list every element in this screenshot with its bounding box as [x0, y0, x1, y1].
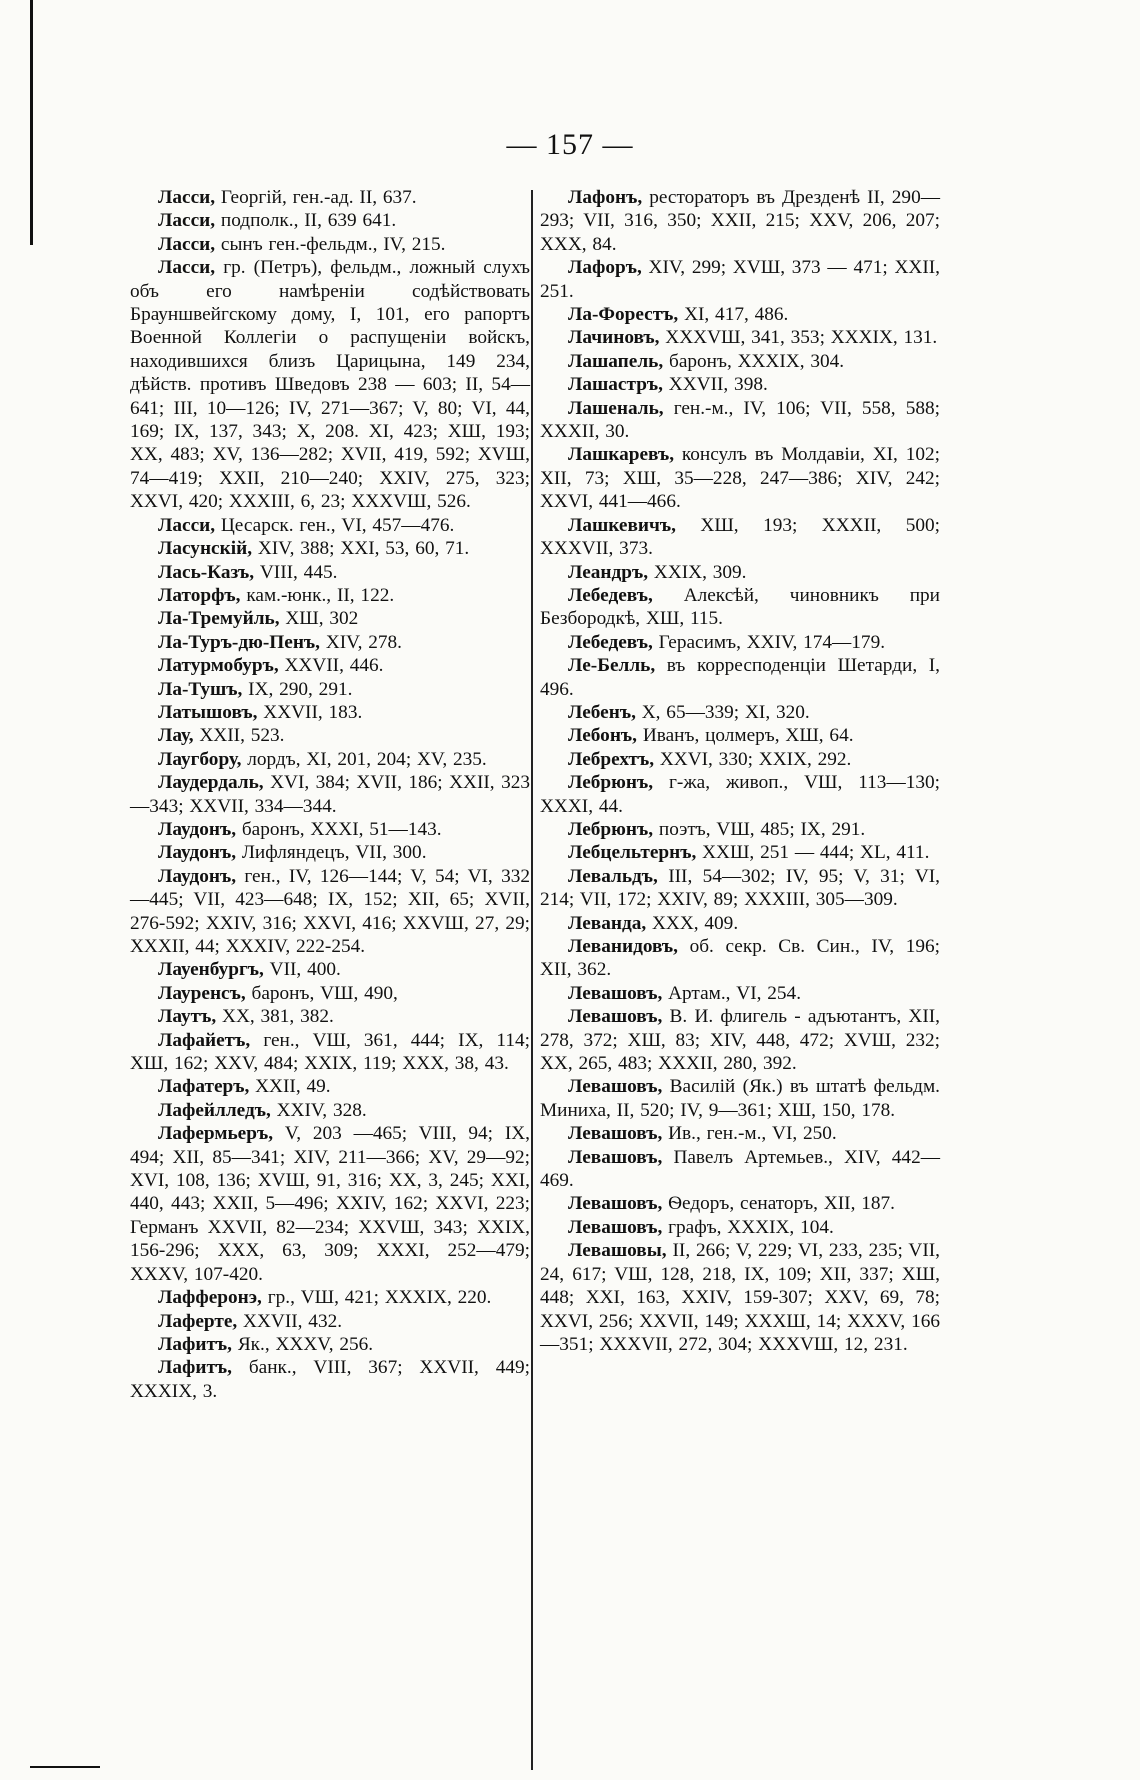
- entry-headword: Лафермьеръ,: [158, 1123, 274, 1145]
- entry-headword: Лафоръ,: [568, 257, 642, 279]
- entry-headword: Лебрехтъ,: [568, 748, 655, 770]
- entry-headword: Леванидовъ,: [568, 936, 678, 957]
- entry-references: XXVII, 183.: [257, 701, 363, 723]
- entry-headword: Лафатеръ,: [158, 1076, 250, 1098]
- index-entry: [130, 186, 530, 209]
- index-entry: [540, 654, 940, 701]
- index-entry: [540, 982, 940, 1005]
- entry-references: сынъ ген.-фельдм., IV, 215.: [215, 233, 446, 255]
- entry-headword: Лачиновъ,: [568, 327, 660, 349]
- entry-headword: Лась-Казъ,: [158, 561, 255, 583]
- index-entry: [130, 841, 530, 864]
- entry-references: гр. (Петръ), фельдм., ложный слухъ объ его намѣреніи содѣйствовать Брауншвейгскому дому, I, 101, его рапортъ Военной Коллегіи о распущеніи войскъ, находившихся близъ Царицына, 149 234, дѣйств. противъ Шведовъ 238 — 603; II, 54—641; III, 10—126; IV, 271—367; V, 80; VI, 44, 169; IX, 137, 343; X, 208. XI, 423; ХШ, 193; XX, 483; XV, 136—282; XVII, 419, 592; ХVШ, 74—419; XXII, 210—240; XXIV, 275, 323; XXVI, 420; XXXIII, 6, 23; XXXVШ, 526.: [130, 257, 530, 513]
- entry-references: Цесарск. ген., VI, 457—476.: [215, 514, 455, 536]
- index-entry: [540, 326, 940, 349]
- entry-headword: Ласунскій,: [158, 538, 253, 560]
- index-entry: [130, 561, 530, 584]
- index-entry: [540, 303, 940, 326]
- entry-references: Алексѣй, чиновникъ при Безбородкѣ, ХШ, 115.: [540, 584, 940, 630]
- entry-headword: Ла-Тремуйль,: [158, 608, 280, 630]
- entry-headword: Лауенбургъ,: [158, 959, 264, 981]
- index-entry: [130, 865, 530, 959]
- entry-headword: Лаферте,: [158, 1310, 238, 1332]
- entry-headword: Леванда,: [568, 912, 647, 934]
- entry-references: Лифляндецъ, VII, 300.: [236, 842, 427, 864]
- index-entry: [540, 771, 940, 818]
- index-entry: [540, 631, 940, 654]
- index-entry: [130, 537, 530, 560]
- index-entry: [540, 818, 940, 841]
- entry-headword: Лафитъ,: [158, 1357, 232, 1379]
- index-entry: [130, 654, 530, 677]
- index-entry: [130, 771, 530, 818]
- entry-references: подполк., II, 639 641.: [215, 210, 397, 232]
- index-entry: [130, 748, 530, 771]
- index-entry: [540, 865, 940, 912]
- entry-headword: Левашовъ,: [568, 1193, 663, 1215]
- entry-headword: Лашеналь,: [568, 397, 664, 419]
- entry-headword: Лаутъ,: [158, 1006, 217, 1028]
- entry-headword: Латорфъ,: [158, 584, 241, 606]
- entry-references: ХШ, 193; XXXII, 500; XXXVII, 373.: [540, 514, 940, 560]
- index-entry: [130, 982, 530, 1005]
- index-entry: [540, 841, 940, 864]
- entry-references: В. И. флигель - адъютантъ, XII, 278, 372; ХШ, 83; XIV, 448, 472; XVШ, 232; XX, 265, 483; XXXII, 280, 392.: [540, 1006, 940, 1075]
- index-entry: [130, 1029, 530, 1076]
- index-entry: [540, 1146, 940, 1193]
- entry-headword: Леандръ,: [568, 561, 649, 583]
- entry-references: ген.-м., IV, 106; VII, 558, 588; XXXII, 30.: [540, 397, 940, 443]
- index-entry: [130, 701, 530, 724]
- right-column: [540, 186, 940, 1356]
- index-entry: [130, 818, 530, 841]
- entry-references: лордъ, XI, 201, 204; XV, 235.: [241, 748, 487, 770]
- entry-references: XIV, 299; XVШ, 373 — 471; XXII, 251.: [540, 257, 940, 302]
- index-entry: [130, 1356, 530, 1403]
- entry-references: об. секр. Св. Син., IV, 196; XII, 362.: [540, 936, 940, 981]
- entry-headword: Ла-Форестъ,: [568, 304, 679, 326]
- index-entry: [540, 514, 940, 561]
- entry-references: VII, 400.: [263, 959, 341, 981]
- entry-references: XXVI, 330; XXIX, 292.: [654, 748, 852, 770]
- index-entry: [540, 561, 940, 584]
- entry-references: XI, 417, 486.: [678, 304, 789, 326]
- entry-headword: Лафайетъ,: [158, 1029, 251, 1051]
- index-entry: [540, 350, 940, 373]
- entry-references: Павелъ Артемьев., XIV, 442—469.: [540, 1146, 940, 1192]
- entry-references: Артам., VI, 254.: [662, 982, 802, 1004]
- entry-references: г-жа, живоп., VШ, 113—130; XXXI, 44.: [540, 772, 940, 817]
- index-entry: [540, 397, 940, 444]
- page-number: — 157 —: [506, 128, 634, 161]
- entry-references: XXII, 523.: [193, 725, 285, 747]
- index-entry: [130, 1122, 530, 1286]
- index-entry: [130, 958, 530, 981]
- entry-headword: Левашовъ,: [568, 982, 663, 1004]
- index-entry: [540, 1122, 940, 1145]
- entry-references: ген., VШ, 361, 444; IX, 114; ХШ, 162; XXV, 484; XXIX, 119; XXX, 38, 43.: [130, 1029, 530, 1075]
- entry-references: III, 54—302; IV, 95; V, 31; VI, 214; VII, 172; XXIV, 89; XXXIII, 305—309.: [540, 865, 940, 911]
- entry-references: X, 65—339; XI, 320.: [635, 701, 810, 723]
- entry-headword: Левашовъ,: [568, 1146, 663, 1168]
- entry-headword: Лебенъ,: [568, 701, 636, 723]
- index-entry: [130, 514, 530, 537]
- entry-headword: Лаудонъ,: [158, 818, 237, 840]
- entry-headword: Лашкевичъ,: [568, 514, 676, 536]
- left-column: [130, 186, 530, 1403]
- entry-headword: Лау,: [158, 725, 194, 747]
- index-entry: [540, 1216, 940, 1239]
- entry-headword: Лебедевъ,: [568, 584, 653, 606]
- index-entry: [130, 607, 530, 630]
- entry-references: баронъ, XXXIX, 304.: [663, 350, 845, 372]
- entry-references: IX, 290, 291.: [242, 678, 353, 700]
- index-entry: [130, 724, 530, 747]
- entry-references: графъ, XXXIX, 104.: [662, 1216, 834, 1238]
- entry-references: Як., XXXV, 256.: [232, 1333, 374, 1355]
- bottom-margin-line: [30, 1766, 100, 1768]
- entry-headword: Лаудердаль,: [158, 772, 264, 794]
- column-divider: [531, 190, 533, 1770]
- entry-references: кам.-юнк., II, 122.: [240, 584, 395, 606]
- index-entry: [540, 1239, 940, 1356]
- entry-headword: Лебедевъ,: [568, 631, 653, 653]
- entry-references: Ѳедоръ, сенаторъ, XII, 187.: [662, 1193, 895, 1215]
- entry-headword: Лебрюнъ,: [568, 818, 654, 840]
- index-entry: [540, 724, 940, 747]
- entry-references: рестораторъ въ Дрезденѣ II, 290—293; VII, 316, 350; XXII, 215; XXV, 206, 207; XXX, 84.: [540, 187, 940, 255]
- index-entry: [130, 1075, 530, 1098]
- index-entry: [130, 631, 530, 654]
- entry-headword: Ла-Тушъ,: [158, 678, 243, 700]
- entry-references: XXX, 409.: [646, 912, 739, 934]
- left-margin-line: [30, 0, 33, 245]
- entry-headword: Ласси,: [158, 210, 216, 232]
- index-entry: [540, 1192, 940, 1215]
- entry-headword: Лаудонъ,: [158, 842, 237, 864]
- entry-headword: Лафферонэ,: [158, 1287, 262, 1309]
- entry-references: въ корресподенціи Шетарди, I, 496.: [540, 655, 940, 700]
- entry-references: Василій (Як.) въ штатѣ фельдм. Миниха, II, 520; IV, 9—361; ХШ, 150, 178.: [540, 1076, 940, 1121]
- entry-headword: Лафейлледъ,: [158, 1099, 271, 1121]
- index-entry: [540, 748, 940, 771]
- entry-headword: Левальдъ,: [568, 865, 658, 887]
- index-entry: [540, 701, 940, 724]
- entry-references: XXXVШ, 341, 353; XXXIX, 131.: [659, 327, 938, 349]
- entry-headword: Ласси,: [158, 233, 216, 255]
- index-entry: [540, 443, 940, 513]
- entry-headword: Лаугбору,: [158, 748, 242, 770]
- entry-headword: Лашастръ,: [568, 374, 663, 396]
- entry-references: банк., VIII, 367; XXVII, 449; XXXIX, 3.: [130, 1357, 530, 1402]
- entry-headword: Левашовъ,: [568, 1216, 663, 1238]
- entry-headword: Лашкаревъ,: [568, 444, 675, 466]
- entry-references: VIII, 445.: [254, 561, 338, 583]
- index-entry: [130, 584, 530, 607]
- index-entry: [130, 1333, 530, 1356]
- entry-references: XXVII, 398.: [662, 374, 768, 396]
- entry-references: Герасимъ, XXIV, 174—179.: [652, 631, 886, 653]
- entry-references: Ив., ген.-м., VI, 250.: [662, 1123, 837, 1145]
- entry-headword: Лашапель,: [568, 350, 664, 372]
- index-entry: [540, 373, 940, 396]
- index-entry: [130, 256, 530, 513]
- entry-references: II, 266; V, 229; VI, 233, 235; VII, 24, 617; VШ, 128, 218, IX, 109; XII, 337; ХШ, 448; XXI, 163, XXIV, 159-307; XXV, 69, 78; XXVI, 256; XXVII, 149; XXXШ, 14; XXXV, 166—351; XXXVII, 272, 304; XXXVШ, 12, 231.: [540, 1240, 940, 1355]
- entry-references: XXIX, 309.: [648, 561, 747, 583]
- index-entry: [130, 1005, 530, 1028]
- entry-headword: Ла-Туръ-дю-Пенъ,: [158, 631, 320, 653]
- entry-references: XXШ, 251 — 444; XL, 411.: [696, 842, 930, 864]
- entry-references: Иванъ, цолмеръ, ХШ, 64.: [637, 725, 854, 747]
- index-entry: [130, 1099, 530, 1122]
- entry-references: XXVII, 432.: [237, 1310, 343, 1332]
- entry-headword: Лауренсъ,: [158, 982, 246, 1004]
- entry-headword: Лебрюнъ,: [568, 772, 654, 794]
- entry-headword: Лафитъ,: [158, 1333, 232, 1355]
- entry-headword: Левашовъ,: [568, 1123, 663, 1145]
- index-entry: [130, 209, 530, 232]
- entry-headword: Ле-Белль,: [568, 655, 656, 677]
- entry-references: баронъ, XXXI, 51—143.: [236, 818, 442, 840]
- entry-references: XXII, 49.: [249, 1076, 331, 1098]
- entry-references: XIV, 278.: [320, 631, 402, 653]
- entry-references: ген., IV, 126—144; V, 54; VI, 332—445; VII, 423—648; IX, 152; XII, 65; XVII, 276-592; XXIV, 316; XXVI, 416; XXVШ, 27, 29; XXXII, 44; XXXIV, 222-254.: [130, 865, 530, 957]
- index-entry: [540, 912, 940, 935]
- index-entry: [540, 1075, 940, 1122]
- entry-headword: Левашовы,: [568, 1240, 667, 1262]
- entry-references: XIV, 388; XXI, 53, 60, 71.: [252, 538, 470, 560]
- index-entry: [130, 678, 530, 701]
- index-entry: [130, 233, 530, 256]
- entry-headword: Латурмобуръ,: [158, 655, 279, 677]
- index-entry: [540, 584, 940, 631]
- entry-headword: Латышовъ,: [158, 701, 258, 723]
- index-entry: [130, 1286, 530, 1309]
- index-entry: [540, 935, 940, 982]
- entry-references: гр., VШ, 421; XXXIX, 220.: [261, 1287, 492, 1309]
- entry-references: Георгій, ген.-ад. II, 637.: [215, 187, 417, 208]
- entry-headword: Левашовъ,: [568, 1076, 663, 1098]
- entry-references: консулъ въ Молдавіи, XI, 102; XII, 73; ХШ, 35—228, 247—386; XIV, 242; XXVI, 441—466.: [540, 444, 940, 513]
- index-entry: [130, 1310, 530, 1333]
- entry-references: ХШ, 302: [279, 608, 359, 630]
- index-entry: [540, 1005, 940, 1075]
- index-entry: [540, 186, 940, 256]
- entry-references: XXVII, 446.: [278, 655, 384, 677]
- entry-references: баронъ, VШ, 490,: [245, 982, 398, 1004]
- entry-headword: Лаудонъ,: [158, 865, 237, 887]
- entry-references: V, 203 —465; VIII, 94; IX, 494; XII, 85—341; XIV, 211—366; XV, 29—92; XVI, 108, 136; XVШ, 91, 316; XX, 3, 245; XXI, 440, 443; XXII, 5—496; XXIV, 162; XXVI, 223; Германъ XXVII, 82—234; XXVШ, 343; XXIX, 156-296; XXX, 63, 309; XXXI, 252—479; XXXV, 107-420.: [130, 1123, 530, 1285]
- entry-headword: Ласси,: [158, 514, 216, 536]
- index-entry: [540, 256, 940, 303]
- entry-headword: Ласси,: [158, 257, 216, 279]
- entry-headword: Лафонъ,: [568, 187, 643, 208]
- entry-headword: Лебцельтернъ,: [568, 842, 697, 864]
- entry-references: XX, 381, 382.: [216, 1006, 334, 1028]
- entry-headword: Лебонъ,: [568, 725, 637, 747]
- entry-headword: Ласси,: [158, 187, 216, 208]
- entry-references: XXIV, 328.: [270, 1099, 367, 1121]
- entry-references: поэтъ, VШ, 485; IX, 291.: [653, 818, 866, 840]
- entry-references: XVI, 384; XVII, 186; XXII, 323—343; XXVII, 334—344.: [130, 772, 530, 817]
- entry-headword: Левашовъ,: [568, 1006, 663, 1028]
